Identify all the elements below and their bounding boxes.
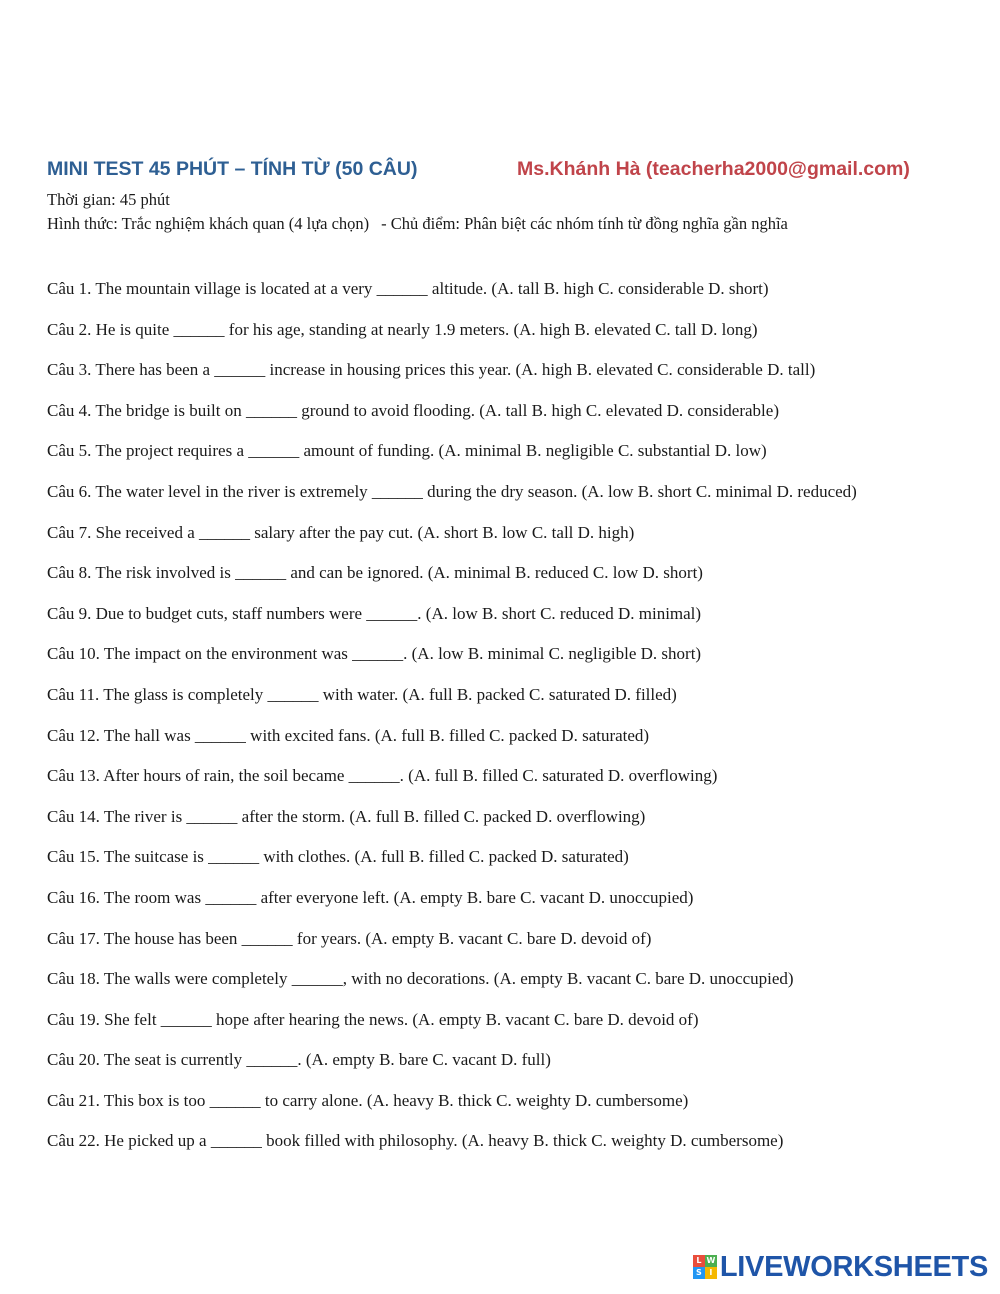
question-9: Câu 9. Due to budget cuts, staff numbers were ______. (A. low B. short C. reduced D. minimal): [47, 603, 702, 623]
test-format: Hình thức: Trắc nghiệm khách quan (4 lựa chọn): [47, 214, 370, 233]
question-4: Câu 4. The bridge is built on ______ ground to avoid flooding. (A. tall B. high C. elevated D. considerable): [47, 400, 779, 420]
logo-block-2: W: [706, 1256, 716, 1265]
logo-block-1: L: [693, 1255, 705, 1267]
logo-block-3: S: [693, 1267, 705, 1279]
question-3: Câu 3. There has been a ______ increase in housing prices this year. (A. high B. elevated C. considerable D. tall): [47, 360, 816, 380]
time-limit: Thời gian: 45 phút: [47, 190, 170, 209]
question-17: Câu 17. The house has been ______ for years. (A. empty B. vacant C. bare D. devoid of): [47, 928, 652, 948]
question-20: Câu 20. The seat is currently ______. (A. empty B. bare C. vacant D. full): [47, 1050, 551, 1070]
question-list: [47, 279, 967, 1172]
page-title: MINI TEST 45 PHÚT – TÍNH TỪ (50 CÂU): [47, 158, 418, 180]
liveworksheets-logo[interactable]: [693, 1252, 988, 1282]
question-12: Câu 12. The hall was ______ with excited fans. (A. full B. filled C. packed D. saturated): [47, 725, 650, 745]
logo-block-4: I: [705, 1267, 717, 1279]
question-16: Câu 16. The room was ______ after everyone left. (A. empty B. bare C. vacant D. unoccupied): [47, 887, 694, 907]
test-topic: - Chủ điểm: Phân biệt các nhóm tính từ đồng nghĩa gần nghĩa: [381, 214, 788, 233]
format-line: [47, 214, 788, 234]
question-5: Câu 5. The project requires a ______ amount of funding. (A. minimal B. negligible C. substantial D. low): [47, 441, 767, 461]
question-1: Câu 1. The mountain village is located at a very ______ altitude. (A. tall B. high C. considerable D. short): [47, 279, 769, 298]
question-10: Câu 10. The impact on the environment was ______. (A. low B. minimal C. negligible D. short): [47, 644, 702, 664]
question-18: Câu 18. The walls were completely ______, with no decorations. (A. empty B. vacant C. bare D. unoccupied): [47, 969, 794, 989]
question-22: Câu 22. He picked up a ______ book filled with philosophy. (A. heavy B. thick C. weighty D. cumbersome): [47, 1131, 784, 1151]
question-11: Câu 11. The glass is completely ______ with water. (A. full B. packed C. saturated D. filled): [47, 684, 677, 704]
question-7: Câu 7. She received a ______ salary after the pay cut. (A. short B. low C. tall D. high): [47, 522, 635, 542]
question-13: Câu 13. After hours of rain, the soil became ______. (A. full B. filled C. saturated D. overflowing): [47, 766, 718, 786]
title-row: [47, 158, 947, 186]
question-8: Câu 8. The risk involved is ______ and can be ignored. (A. minimal B. reduced C. low D. short): [47, 563, 703, 583]
question-15: Câu 15. The suitcase is ______ with clothes. (A. full B. filled C. packed D. saturated): [47, 847, 629, 867]
question-21: Câu 21. This box is too ______ to carry alone. (A. heavy B. thick C. weighty D. cumbersome): [47, 1090, 689, 1110]
author-contact: Ms.Khánh Hà (teacherha2000@gmail.com): [517, 158, 910, 180]
question-2: Câu 2. He is quite ______ for his age, standing at nearly 1.9 meters. (A. high B. elevated C. tall D. long): [47, 319, 758, 339]
question-14: Câu 14. The river is ______ after the storm. (A. full B. filled C. packed D. overflowing): [47, 806, 646, 826]
liveworksheets-icon: [693, 1255, 717, 1279]
brand-name: LIVEWORKSHEETS: [719, 1250, 988, 1283]
question-19: Câu 19. She felt ______ hope after hearing the news. (A. empty B. vacant C. bare D. devoid of): [47, 1009, 699, 1029]
question-6: Câu 6. The water level in the river is extremely ______ during the dry season. (A. low B. short C. minimal D. reduced): [47, 481, 857, 501]
